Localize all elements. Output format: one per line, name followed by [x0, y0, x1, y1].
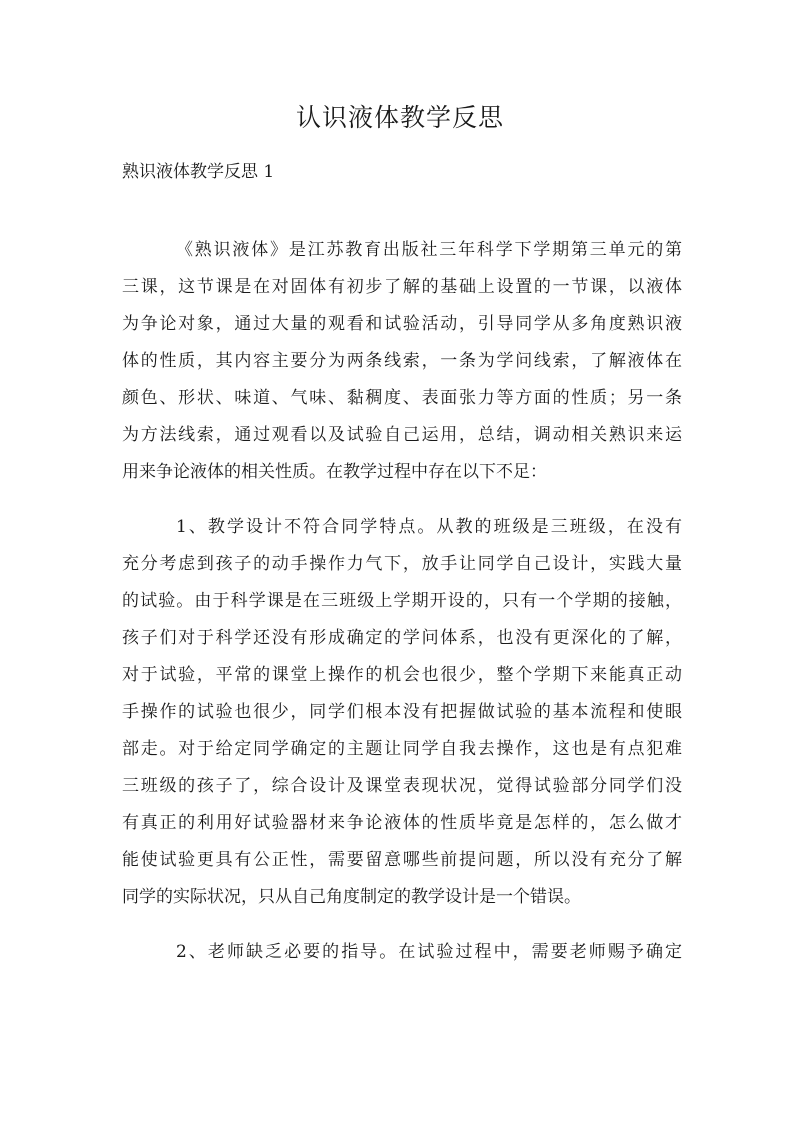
paragraph-line: 体的性质，其内容主要分为两条线索，一条为学问线索，了解液体在 — [122, 351, 682, 371]
document-title: 认识液体教学反思 — [295, 103, 504, 132]
section-heading: 熟识液体教学反思 1 — [122, 162, 275, 182]
paragraph-line: 手操作的试验也很少，同学们根本没有把握做试验的基本流程和使眼 — [122, 702, 682, 722]
paragraph-line: 颜色、形状、味道、气味、黏稠度、表面张力等方面的性质；另一条 — [122, 388, 682, 408]
paragraph-line: 《熟识液体》是江苏教育出版社三年科学下学期第三单元的第 — [176, 240, 682, 260]
paragraph-line: 的试验。由于科学课是在三班级上学期开设的，只有一个学期的接触， — [122, 591, 682, 611]
paragraph-line: 1、教学设计不符合同学特点。从教的班级是三班级，在没有 — [176, 517, 682, 537]
paragraph-line: 对于试验，平常的课堂上操作的机会也很少，整个学期下来能真正动 — [122, 665, 682, 685]
paragraph-line: 2、老师缺乏必要的指导。在试验过程中，需要老师赐予确定 — [176, 942, 682, 962]
paragraph-line: 能使试验更具有公正性，需要留意哪些前提问题，所以没有充分了解 — [122, 850, 682, 870]
paragraph-line: 充分考虑到孩子的动手操作力气下，放手让同学自己设计，实践大量 — [122, 554, 682, 574]
paragraph-line: 三班级的孩子了，综合设计及课堂表现状况，觉得试验部分同学们没 — [122, 776, 682, 796]
paragraph-line: 有真正的利用好试验器材来争论液体的性质毕竟是怎样的，怎么做才 — [122, 813, 682, 833]
paragraph-line: 三课，这节课是在对固体有初步了解的基础上设置的一节课，以液体 — [122, 277, 682, 297]
paragraph-line: 部走。对于给定同学确定的主题让同学自我去操作，这也是有点犯难 — [122, 739, 682, 759]
paragraph-line: 用来争论液体的相关性质。在教学过程中存在以下不足： — [122, 462, 547, 482]
paragraph-line: 为方法线索，通过观看以及试验自己运用，总结，调动相关熟识来运 — [122, 425, 682, 445]
paragraph-line: 同学的实际状况，只从自己角度制定的教学设计是一个错误。 — [122, 887, 581, 907]
paragraph-line: 孩子们对于科学还没有形成确定的学问体系，也没有更深化的了解， — [122, 628, 682, 648]
paragraph-line: 为争论对象，通过大量的观看和试验活动，引导同学从多角度熟识液 — [122, 314, 682, 334]
